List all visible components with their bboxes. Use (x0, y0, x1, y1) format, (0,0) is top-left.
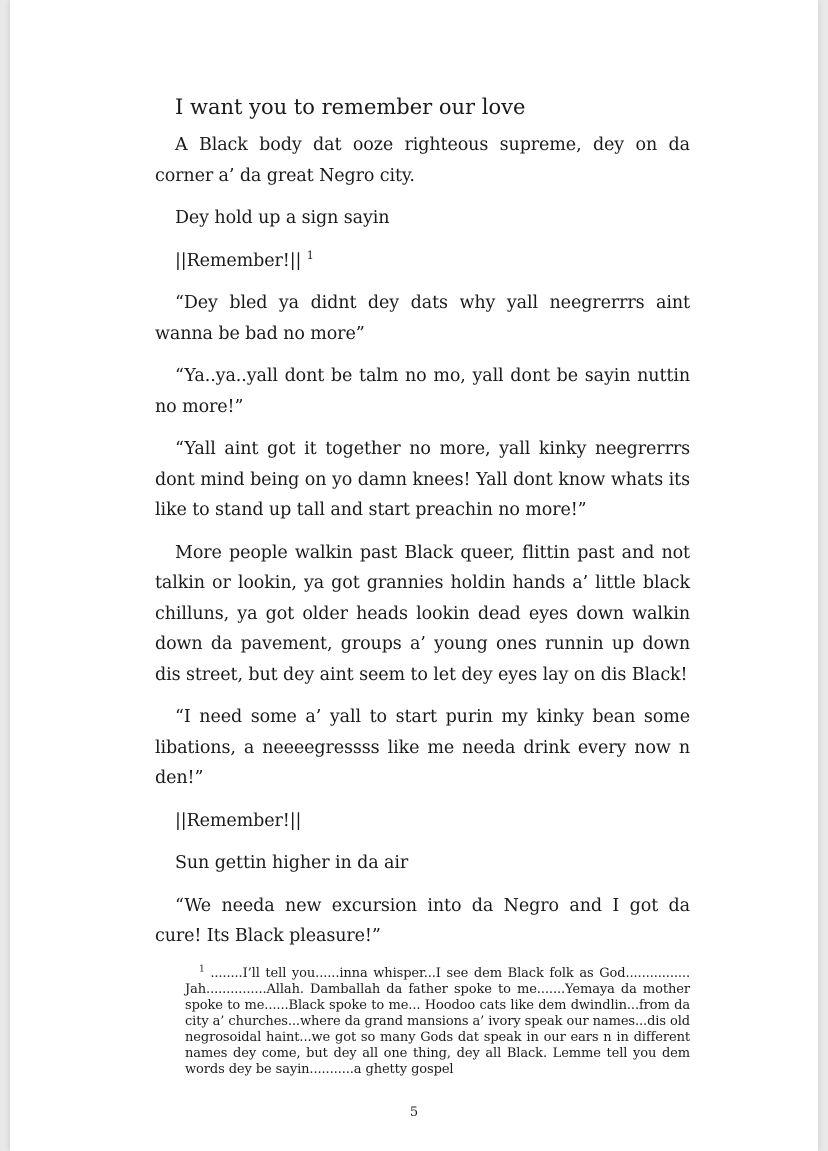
paragraph: More people walkin past Black queer, flittin past and not talkin or lookin, ya got grannies holdin hands a’ little black chilluns, ya got older heads lookin dead eyes down walkin down da pavement, groups a’ young ones runnin up down dis street, but dey aint seem to let dey eyes lay on dis Black! (155, 542, 690, 685)
paragraph: “We needa new excursion into da Negro and I got da cure! Its Black pleasure!” (155, 895, 690, 946)
footnote-text: ........I’ll tell you......inna whisper...I see dem Black folk as God................ Jah...............Allah. Damballah da father spoke to me.......Yemaya da mother spoke to me......Black spoke to me... Hoodoo cats like dem dwindlin...from da city a’ churches...where da grand mansions a’ ivory speak our names...dis old negrosoidal haint...we got so many Gods dat speak in our ears n in different names dey come, but dey all one thing, dey all Black. Lemme tell you dem words dey be sayin...........a ghetty gospel (185, 965, 690, 1077)
document-page (10, 0, 818, 1151)
paragraph: Dey hold up a sign sayin (175, 208, 390, 228)
paragraph: ||Remember!|| (175, 810, 302, 831)
footnote-marker: 1 (199, 964, 205, 975)
page-number: 5 (409, 1105, 419, 1120)
paragraph-with-footnote (155, 246, 690, 277)
footnote-reference[interactable]: 1 (306, 248, 314, 262)
page-content (155, 92, 690, 1078)
paragraph: “Yall aint got it together no more, yall kinky neegrerrrs dont mind being on yo damn knees! Yall dont know whats its like to stand up tall and start preachin no more!” (155, 439, 690, 520)
section-heading: I want you to remember our love (175, 95, 526, 119)
paragraph: “Dey bled ya didnt dey dats why yall neegrerrrs aint wanna be bad no more” (155, 293, 690, 344)
paragraph: Sun gettin higher in da air (175, 853, 409, 873)
paragraph-text: ||Remember!|| (175, 250, 302, 271)
paragraph: “Ya..ya..yall dont be talm no mo, yall dont be sayin nuttin no more!” (155, 366, 690, 417)
paragraph: “I need some a’ yall to start purin my kinky bean some libations, a neeeegressss like me needa drink every now n den!” (155, 707, 690, 788)
paragraph: A Black body dat ooze righteous supreme, dey on da corner a’ da great Negro city. (155, 135, 690, 186)
footnote (185, 966, 690, 1078)
